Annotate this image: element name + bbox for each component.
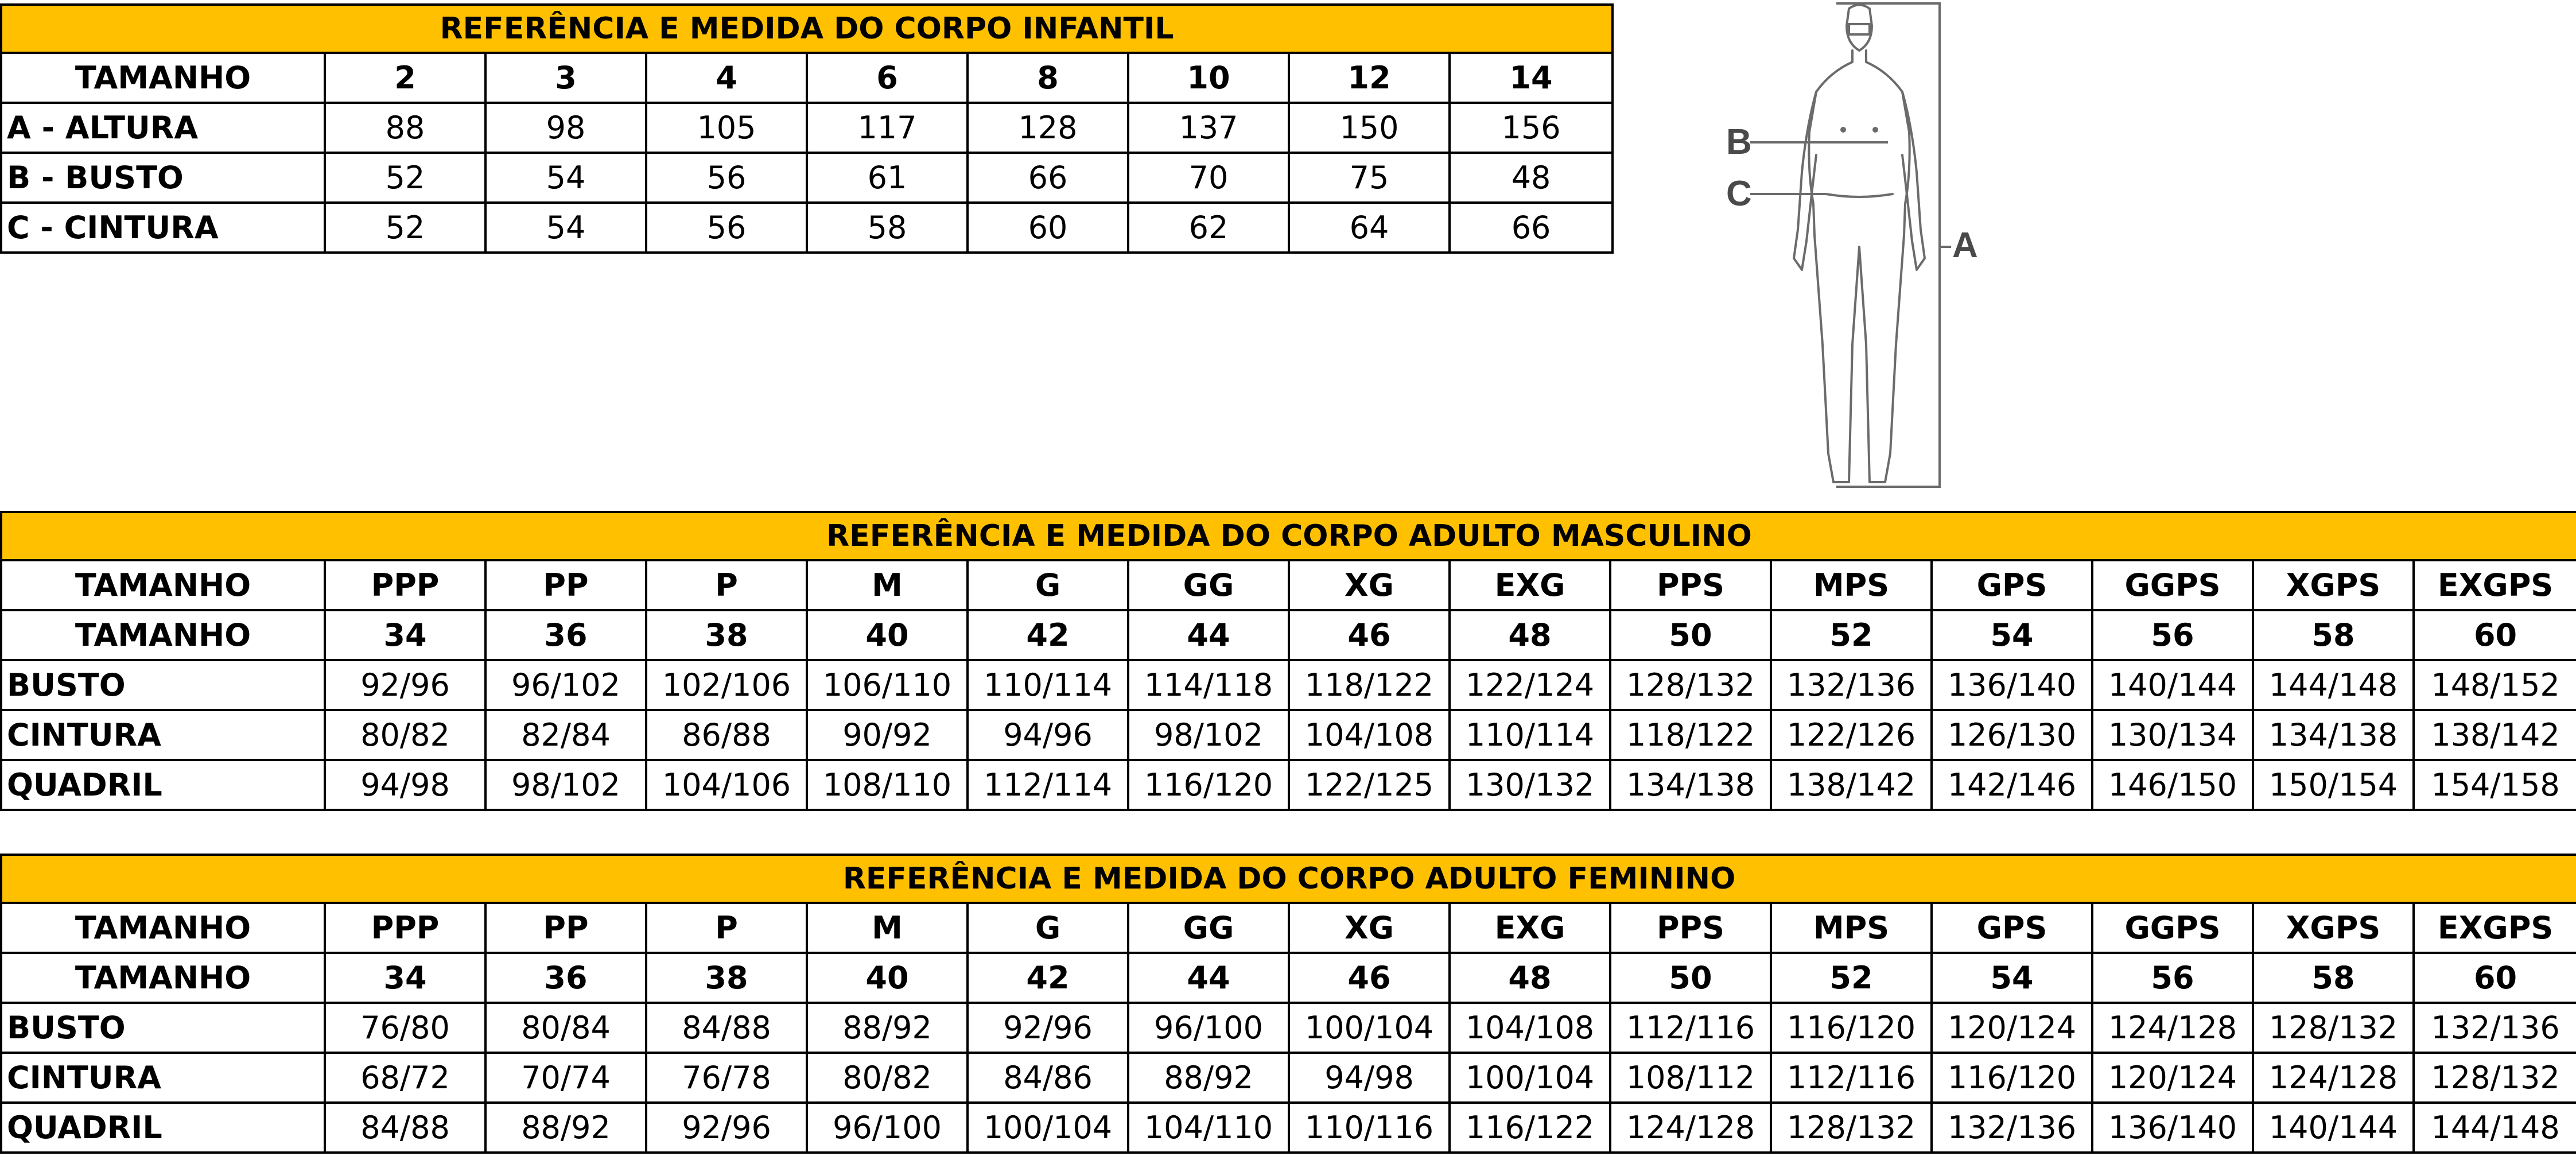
size-header-cell: GG — [1128, 903, 1289, 953]
size-header-row — [1, 953, 2576, 1003]
size-header-cell: 34 — [325, 610, 485, 660]
measurement-cell: 94/98 — [1289, 1053, 1450, 1103]
size-header-cell: 4 — [646, 53, 807, 103]
measurement-cell: 140/144 — [2092, 660, 2253, 710]
measurement-cell: 110/114 — [968, 660, 1128, 710]
size-header-cell: PPS — [1610, 560, 1771, 610]
measurement-cell: 64 — [1289, 203, 1450, 253]
measurement-cell: 68/72 — [325, 1053, 485, 1103]
size-header-label: TAMANHO — [1, 560, 325, 610]
measurement-cell: 128/132 — [1771, 1103, 1932, 1153]
measurement-cell: 122/126 — [1771, 710, 1932, 760]
size-header-cell: M — [807, 903, 968, 953]
measurement-cell: 134/138 — [2253, 710, 2414, 760]
size-header-cell: 58 — [2253, 610, 2414, 660]
measurement-cell: 70 — [1128, 153, 1289, 203]
measurement-cell: 70/74 — [485, 1053, 646, 1103]
measurement-cell: 140/144 — [2253, 1103, 2414, 1153]
measurement-cell: 100/104 — [968, 1103, 1128, 1153]
size-header-cell: EXG — [1450, 560, 1610, 610]
measurement-cell: 132/136 — [2414, 1003, 2576, 1053]
measurement-cell: 128/132 — [1610, 660, 1771, 710]
size-header-cell: 48 — [1450, 953, 1610, 1003]
measurement-cell: 112/116 — [1771, 1053, 1932, 1103]
measurement-cell: 96/102 — [485, 660, 646, 710]
measurement-cell: 92/96 — [646, 1103, 807, 1153]
measurement-cell: 96/100 — [807, 1103, 968, 1153]
size-header-cell: 50 — [1610, 610, 1771, 660]
size-header-cell: 44 — [1128, 953, 1289, 1003]
measurement-cell: 156 — [1450, 103, 1613, 153]
figure-left-arm — [1794, 92, 1816, 270]
table-row — [1, 1103, 2576, 1153]
body-measurement-figure — [1716, 0, 2003, 488]
size-header-cell: EXGPS — [2414, 903, 2576, 953]
figure-label-b: B — [1726, 122, 1752, 162]
measurement-cell: 148/152 — [2414, 660, 2576, 710]
measurement-cell: 104/106 — [646, 760, 807, 810]
size-header-cell: MPS — [1771, 903, 1932, 953]
measurement-cell: 66 — [968, 153, 1128, 203]
figure-torso — [1809, 51, 1909, 482]
size-header-cell: 54 — [1932, 953, 2092, 1003]
size-header-cell: 36 — [485, 610, 646, 660]
measurement-cell: 84/86 — [968, 1053, 1128, 1103]
size-header-cell: 58 — [2253, 953, 2414, 1003]
measurement-cell: 130/132 — [1450, 760, 1610, 810]
measurement-cell: 82/84 — [485, 710, 646, 760]
measurement-cell: 104/108 — [1450, 1003, 1610, 1053]
size-header-row — [1, 610, 2576, 660]
measurement-cell: 128/132 — [2414, 1053, 2576, 1103]
size-header-cell: 34 — [325, 953, 485, 1003]
measurement-cell: 128/132 — [2253, 1003, 2414, 1053]
size-header-row — [1, 53, 1613, 103]
row-label: BUSTO — [1, 1003, 325, 1053]
size-header-label: TAMANHO — [1, 610, 325, 660]
measurement-cell: 100/104 — [1289, 1003, 1450, 1053]
size-header-cell: 14 — [1450, 53, 1613, 103]
table-row — [1, 1053, 2576, 1103]
measurement-cell: 92/96 — [968, 1003, 1128, 1053]
measurement-cell: 100/104 — [1450, 1053, 1610, 1103]
size-header-cell: 60 — [2414, 953, 2576, 1003]
size-header-cell: PPS — [1610, 903, 1771, 953]
size-header-cell: 52 — [1771, 953, 1932, 1003]
measurement-cell: 62 — [1128, 203, 1289, 253]
size-header-cell: XG — [1289, 560, 1450, 610]
row-label: A - ALTURA — [1, 103, 325, 153]
measurement-cell: 122/124 — [1450, 660, 1610, 710]
measurement-cell: 120/124 — [1932, 1003, 2092, 1053]
adult-female-size-table — [0, 854, 2576, 1154]
measurement-cell: 52 — [325, 153, 485, 203]
size-header-cell: 6 — [807, 53, 968, 103]
size-header-row — [1, 560, 2576, 610]
size-header-cell: G — [968, 560, 1128, 610]
measurement-cell: 114/118 — [1128, 660, 1289, 710]
measurement-cell: 108/110 — [807, 760, 968, 810]
measurement-cell: 105 — [646, 103, 807, 153]
size-header-cell: 46 — [1289, 953, 1450, 1003]
measurement-cell: 108/112 — [1610, 1053, 1771, 1103]
measurement-cell: 84/88 — [646, 1003, 807, 1053]
table-row — [1, 660, 2576, 710]
size-header-label: TAMANHO — [1, 53, 325, 103]
measurement-cell: 56 — [646, 203, 807, 253]
table-title: REFERÊNCIA E MEDIDA DO CORPO ADULTO FEMININO — [1, 855, 2576, 903]
size-header-cell: XGPS — [2253, 903, 2414, 953]
table-title-row — [1, 512, 2576, 560]
measurement-cell: 80/84 — [485, 1003, 646, 1053]
size-header-cell: 3 — [485, 53, 646, 103]
size-header-cell: M — [807, 560, 968, 610]
size-header-cell: 36 — [485, 953, 646, 1003]
size-header-cell: EXG — [1450, 903, 1610, 953]
measurement-cell: 132/136 — [1771, 660, 1932, 710]
row-label: QUADRIL — [1, 1103, 325, 1153]
measurement-cell: 80/82 — [807, 1053, 968, 1103]
measurement-cell: 90/92 — [807, 710, 968, 760]
table-row — [1, 1003, 2576, 1053]
table-title-row — [1, 5, 1613, 53]
size-header-cell: XGPS — [2253, 560, 2414, 610]
table-title: REFERÊNCIA E MEDIDA DO CORPO INFANTIL — [1, 5, 1613, 53]
measurement-cell: 92/96 — [325, 660, 485, 710]
measurement-cell: 98 — [485, 103, 646, 153]
measurement-cell: 132/136 — [1932, 1103, 2092, 1153]
measurement-cell: 128 — [968, 103, 1128, 153]
size-header-label: TAMANHO — [1, 903, 325, 953]
measurement-cell: 116/120 — [1932, 1053, 2092, 1103]
measurement-cell: 112/116 — [1610, 1003, 1771, 1053]
measurement-cell: 138/142 — [1771, 760, 1932, 810]
row-label: CINTURA — [1, 710, 325, 760]
size-header-cell: 56 — [2092, 610, 2253, 660]
size-header-cell: P — [646, 560, 807, 610]
size-header-cell: PPP — [325, 903, 485, 953]
size-header-cell: 2 — [325, 53, 485, 103]
size-header-cell: PPP — [325, 560, 485, 610]
measurement-cell: 106/110 — [807, 660, 968, 710]
measurement-cell: 52 — [325, 203, 485, 253]
table-row — [1, 203, 1613, 253]
size-header-cell: MPS — [1771, 560, 1932, 610]
size-header-cell: GPS — [1932, 560, 2092, 610]
measurement-cell: 61 — [807, 153, 968, 203]
row-label: B - BUSTO — [1, 153, 325, 203]
size-header-cell: 38 — [646, 953, 807, 1003]
measurement-cell: 142/146 — [1932, 760, 2092, 810]
table-row — [1, 153, 1613, 203]
size-header-cell: 10 — [1128, 53, 1289, 103]
measurement-cell: 56 — [646, 153, 807, 203]
measurement-cell: 124/128 — [2253, 1053, 2414, 1103]
size-header-cell: 48 — [1450, 610, 1610, 660]
measurement-cell: 58 — [807, 203, 968, 253]
measurement-cell: 66 — [1450, 203, 1613, 253]
measurement-cell: 120/124 — [2092, 1053, 2253, 1103]
table-row — [1, 103, 1613, 153]
size-header-cell: P — [646, 903, 807, 953]
table-title-row — [1, 855, 2576, 903]
measurement-cell: 88 — [325, 103, 485, 153]
measurement-cell: 88/92 — [485, 1103, 646, 1153]
size-header-cell: XG — [1289, 903, 1450, 953]
adult-male-size-table — [0, 511, 2576, 811]
size-header-cell: 46 — [1289, 610, 1450, 660]
size-header-cell: GPS — [1932, 903, 2092, 953]
measurement-cell: 150/154 — [2253, 760, 2414, 810]
table-row — [1, 710, 2576, 760]
size-header-cell: 40 — [807, 610, 968, 660]
size-header-cell: G — [968, 903, 1128, 953]
measurement-cell: 124/128 — [1610, 1103, 1771, 1153]
size-header-cell: GGPS — [2092, 560, 2253, 610]
measurement-cell: 144/148 — [2414, 1103, 2576, 1153]
measurement-cell: 136/140 — [2092, 1103, 2253, 1153]
measurement-cell: 48 — [1450, 153, 1613, 203]
measurement-cell: 75 — [1289, 153, 1450, 203]
size-header-row — [1, 903, 2576, 953]
measurement-cell: 76/80 — [325, 1003, 485, 1053]
table-row — [1, 760, 2576, 810]
table-title: REFERÊNCIA E MEDIDA DO CORPO ADULTO MASCULINO — [1, 512, 2576, 560]
size-header-cell: PP — [485, 560, 646, 610]
measurement-cell: 104/108 — [1289, 710, 1450, 760]
figure-label-c: C — [1726, 174, 1752, 214]
measurement-cell: 116/120 — [1128, 760, 1289, 810]
measurement-cell: 112/114 — [968, 760, 1128, 810]
measurement-cell: 136/140 — [1932, 660, 2092, 710]
measurement-cell: 154/158 — [2414, 760, 2576, 810]
size-header-cell: 40 — [807, 953, 968, 1003]
measurement-cell: 104/110 — [1128, 1103, 1289, 1153]
measurement-cell: 88/92 — [807, 1003, 968, 1053]
measurement-cell: 76/78 — [646, 1053, 807, 1103]
measurement-cell: 126/130 — [1932, 710, 2092, 760]
measurement-cell: 146/150 — [2092, 760, 2253, 810]
row-label: CINTURA — [1, 1053, 325, 1103]
measurement-cell: 98/102 — [485, 760, 646, 810]
size-header-cell: 50 — [1610, 953, 1771, 1003]
size-header-cell: 54 — [1932, 610, 2092, 660]
measurement-cell: 130/134 — [2092, 710, 2253, 760]
size-header-cell: 44 — [1128, 610, 1289, 660]
size-header-cell: 60 — [2414, 610, 2576, 660]
measurement-cell: 116/120 — [1771, 1003, 1932, 1053]
measurement-cell: 102/106 — [646, 660, 807, 710]
measurement-cell: 60 — [968, 203, 1128, 253]
size-header-cell: 38 — [646, 610, 807, 660]
size-header-cell: 52 — [1771, 610, 1932, 660]
row-label: C - CINTURA — [1, 203, 325, 253]
measurement-cell: 117 — [807, 103, 968, 153]
measurement-cell: 94/98 — [325, 760, 485, 810]
measurement-cell: 88/92 — [1128, 1053, 1289, 1103]
size-header-cell: GG — [1128, 560, 1289, 610]
measurement-cell: 137 — [1128, 103, 1289, 153]
measurement-cell: 86/88 — [646, 710, 807, 760]
measurement-cell: 54 — [485, 153, 646, 203]
measurement-cell: 150 — [1289, 103, 1450, 153]
size-header-cell: 12 — [1289, 53, 1450, 103]
size-header-cell: 42 — [968, 953, 1128, 1003]
measurement-cell: 138/142 — [2414, 710, 2576, 760]
measurement-cell: 144/148 — [2253, 660, 2414, 710]
figure-head — [1847, 5, 1872, 51]
measurement-cell: 118/122 — [1289, 660, 1450, 710]
size-header-cell: 42 — [968, 610, 1128, 660]
measurement-cell: 94/96 — [968, 710, 1128, 760]
size-header-cell: 8 — [968, 53, 1128, 103]
row-label: BUSTO — [1, 660, 325, 710]
measurement-cell: 118/122 — [1610, 710, 1771, 760]
size-header-cell: EXGPS — [2414, 560, 2576, 610]
measurement-cell: 110/116 — [1289, 1103, 1450, 1153]
measurement-cell: 96/100 — [1128, 1003, 1289, 1053]
measurement-cell: 134/138 — [1610, 760, 1771, 810]
figure-right-arm — [1902, 92, 1925, 270]
size-header-cell: PP — [485, 903, 646, 953]
measurement-cell: 110/114 — [1450, 710, 1610, 760]
measurement-cell: 80/82 — [325, 710, 485, 760]
row-label: QUADRIL — [1, 760, 325, 810]
measurement-cell: 84/88 — [325, 1103, 485, 1153]
size-header-label: TAMANHO — [1, 953, 325, 1003]
child-size-table — [0, 3, 1614, 254]
figure-label-a: A — [1952, 226, 1978, 265]
measurement-cell: 54 — [485, 203, 646, 253]
measurement-cell: 116/122 — [1450, 1103, 1610, 1153]
measurement-cell: 122/125 — [1289, 760, 1450, 810]
measurement-cell: 98/102 — [1128, 710, 1289, 760]
size-header-cell: GGPS — [2092, 903, 2253, 953]
size-header-cell: 56 — [2092, 953, 2253, 1003]
measurement-cell: 124/128 — [2092, 1003, 2253, 1053]
